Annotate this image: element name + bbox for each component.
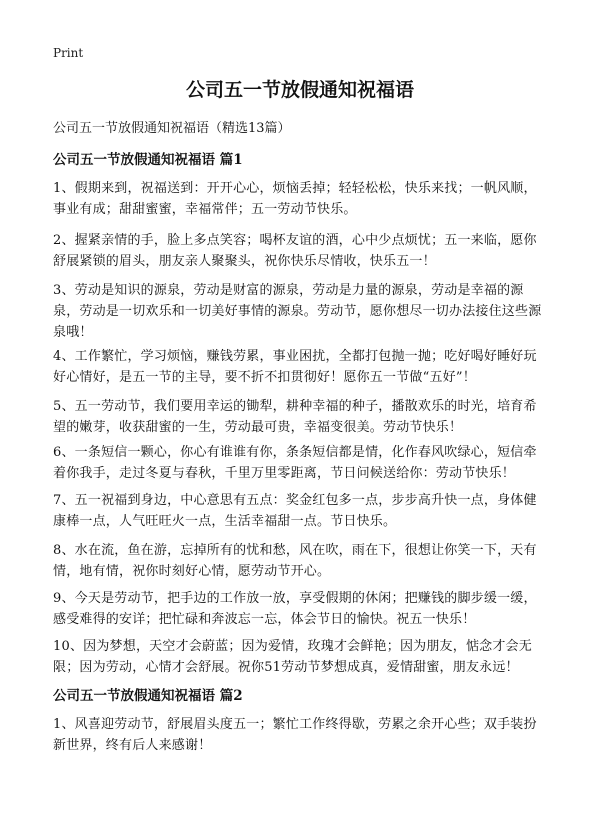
- print-link[interactable]: Print: [53, 46, 84, 60]
- paragraph-1-7: 7、五一祝福到身边，中心意思有五点：奖金红包多一点，步步高升快一点，身体健康棒一点，人气旺旺火一点，生活幸福甜一点。节日快乐。: [53, 493, 537, 529]
- paragraph-1-1: 1、假期来到，祝福送到：开开心心，烦恼丢掉；轻轻松松，快乐来找；一帆风顺，事业有成；甜甜蜜蜜，幸福常伴；五一劳动节快乐。: [53, 181, 537, 217]
- paragraph-1-4: 4、工作繁忙，学习烦恼，赚钱劳累，事业困扰，全都打包抛一抛；吃好喝好睡好玩好心情好，是五一节的主导，要不折不扣贯彻好！愿你五一节做“五好”！: [53, 349, 537, 385]
- page-title: 公司五一节放假通知祝福语: [185, 79, 414, 101]
- paragraph-1-2: 2、握紧亲情的手，脸上多点笑容；喝杯友谊的酒，心中少点烦忧；五一来临，愿你舒展紧锁的眉头，朋友亲人聚聚头，祝你快乐尽情收，快乐五一！: [53, 233, 537, 269]
- paragraph-1-8: 8、水在流，鱼在游，忘掉所有的忧和愁，风在吹，雨在下，很想让你笑一下，天有情，地有情，祝你时刻好心情，愿劳动节开心。: [53, 543, 537, 579]
- paragraph-1-10: 10、因为梦想，天空才会蔚蓝；因为爱情，玫瑰才会鲜艳；因为朋友，惦念才会无限；因为劳动，心情才会舒展。祝你51劳动节梦想成真，爱情甜蜜，朋友永远！: [53, 639, 532, 675]
- section-heading-1: 公司五一节放假通知祝福语 篇1: [53, 152, 243, 168]
- paragraph-1-3: 3、劳动是知识的源泉，劳动是财富的源泉，劳动是力量的源泉，劳动是幸福的源泉，劳动是一切欢乐和一切美好事情的源泉。劳动节，愿你想尽一切办法接住这些源泉哦！: [53, 283, 542, 340]
- paragraph-2-1: 1、风喜迎劳动节，舒展眉头度五一；繁忙工作终得歇，劳累之余开心些；双手装扮新世界，终有后人来感谢！: [53, 717, 537, 753]
- section-heading-2: 公司五一节放假通知祝福语 篇2: [53, 688, 243, 704]
- document-subtitle: 公司五一节放假通知祝福语（精选13篇）: [53, 121, 291, 136]
- paragraph-1-5: 5、五一劳动节，我们要用幸运的锄犁，耕种幸福的种子，播散欢乐的时光，培育希望的嫩芽，收获甜蜜的一生，劳动最可贵，幸福变很美。劳动节快乐！: [53, 399, 537, 435]
- paragraph-1-6: 6、一条短信一颗心，你心有谁谁有你，条条短信都是情，化作春风吹绿心，短信牵着你我手，走过冬夏与春秋，千里万里零距离，节日问候送给你：劳动节快乐！: [53, 445, 537, 481]
- paragraph-1-9: 9、今天是劳动节，把手边的工作放一放，享受假期的休闲；把赚钱的脚步缓一缓，感受难得的安详；把忙碌和奔波忘一忘，体会节日的愉快。祝五一快乐！: [53, 591, 537, 627]
